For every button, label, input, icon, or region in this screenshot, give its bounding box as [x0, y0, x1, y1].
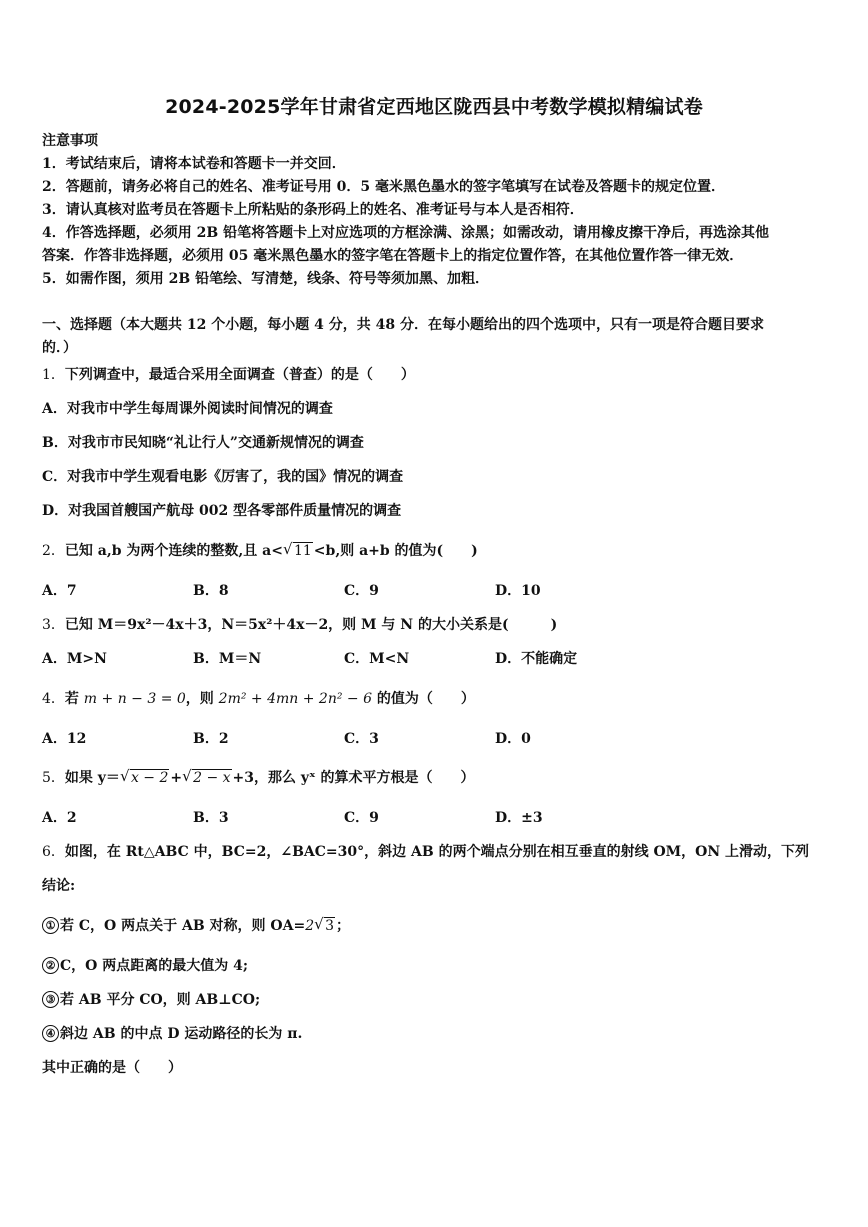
sqrt-expression: [284, 541, 313, 561]
circled-number-1: ①: [42, 917, 59, 934]
notice-item-4: 4．作答选择题，必须用 2B 铅笔将答题卡上对应选项的方框涂满、涂黑；如需改动，请用橡皮擦干净后，再选涂其他: [42, 225, 770, 241]
statement-text: ；: [336, 918, 351, 934]
sqrt-expression: [315, 916, 335, 936]
question-text: 若: [64, 691, 79, 707]
target-expression: 2m² + 4mn + 2n² − 6: [218, 691, 373, 707]
q1-option-c: C．对我市中学生观看电影《厉害了，我的国》情况的调查: [42, 469, 404, 485]
question-text: 如果 y＝: [64, 770, 120, 786]
question-text: 的值为（ ）: [376, 691, 475, 707]
coefficient: 2: [305, 918, 315, 934]
circled-number-3: ③: [42, 991, 59, 1008]
statement-4: [42, 1024, 302, 1044]
notice-item-4-cont: 答案．作答非选择题，必须用 05 毫米黑色墨水的签字笔在答题卡上的指定位置作答，在其他位置作答一律无效．: [42, 248, 744, 264]
q1-option-a: A．对我市中学生每周课外阅读时间情况的调查: [42, 401, 333, 417]
statement-text: 若 C，O 两点关于 AB 对称，则 OA=: [60, 918, 306, 934]
q3-option-a: A．M>N: [42, 651, 107, 667]
q4-option-a: A．12: [42, 731, 87, 747]
question-text: ，则: [185, 691, 214, 707]
q5-option-c: C．9: [344, 810, 379, 826]
q2-option-c: C．9: [344, 583, 379, 599]
question-text: 如图，在 Rt△ABC 中，BC=2，∠BAC=30°，斜边 AB 的两个端点分别在相互垂直的射线 OM，ON 上滑动，下列: [64, 844, 809, 860]
q4-option-b: B．2: [193, 731, 229, 747]
exam-title: 2024-2025学年甘肃省定西地区陇西县中考数学模拟精编试卷: [165, 96, 703, 118]
sqrt-expression: [183, 768, 231, 788]
q2-option-b: B．8: [193, 583, 229, 599]
question-number: 3．: [42, 617, 65, 633]
statement-2: [42, 956, 248, 976]
q1-option-b: B．对我市市民知晓“礼让行人”交通新规情况的调查: [42, 435, 364, 451]
question-6-stem-cont: 结论:: [42, 878, 76, 894]
statement-3: [42, 990, 260, 1010]
q4-option-c: C．3: [344, 731, 379, 747]
question-4-stem: [42, 689, 475, 709]
q3-option-d: D．不能确定: [495, 651, 578, 667]
question-6-ask: 其中正确的是（ ）: [42, 1060, 182, 1076]
notice-item-1: 1．考试结束后，请将本试卷和答题卡一并交回．: [42, 156, 346, 172]
question-3-stem: [42, 615, 557, 635]
notice-item-3: 3．请认真核对监考员在答题卡上所粘贴的条形码上的姓名、准考证号与本人是否相符．: [42, 202, 584, 218]
sqrt-expression: [121, 768, 169, 788]
question-number: 6．: [42, 844, 65, 860]
question-number: 1．: [42, 367, 65, 383]
q5-option-d: D．±3: [495, 810, 543, 826]
radicand: 11: [293, 543, 312, 559]
question-text: +3，那么 yˣ 的算术平方根是（ ）: [232, 770, 475, 786]
statement-text: C，O 两点距离的最大值为 4;: [60, 958, 248, 974]
section-heading-cont: 的．）: [42, 340, 77, 356]
q2-option-a: A．7: [42, 583, 77, 599]
question-text: <b,则 a+b 的值为( ): [313, 543, 478, 559]
question-number: 5．: [42, 770, 65, 786]
question-number: 2．: [42, 543, 65, 559]
q4-option-d: D．0: [495, 731, 531, 747]
question-text: 下列调查中，最适合采用全面调查（普查）的是（ ）: [64, 367, 415, 383]
radicand: 3: [325, 918, 335, 934]
q5-option-b: B．3: [193, 810, 229, 826]
question-6-stem: [42, 842, 809, 862]
q2-option-d: D．10: [495, 583, 541, 599]
circled-number-4: ④: [42, 1025, 59, 1042]
radicand: x − 2: [130, 770, 169, 786]
q3-option-b: B．M＝N: [193, 651, 262, 667]
section-heading: 一、选择题（本大题共 12 个小题，每小题 4 分，共 48 分．在每小题给出的四个选项中，只有一项是符合题目要求: [42, 317, 764, 333]
question-text: 已知 a,b 为两个连续的整数,且 a<: [64, 543, 283, 559]
question-2-stem: [42, 541, 478, 561]
question-1-stem: [42, 365, 415, 385]
question-text: 已知 M＝9x²－4x＋3，N＝5x²＋4x－2，则 M 与 N 的大小关系是( ): [64, 617, 558, 633]
condition-equation: m + n − 3 = 0: [83, 691, 186, 707]
q1-option-d: D．对我国首艘国产航母 002 型各零部件质量情况的调查: [42, 503, 402, 519]
statement-text: 若 AB 平分 CO，则 AB⊥CO;: [60, 992, 261, 1008]
notice-item-5: 5．如需作图，须用 2B 铅笔绘、写清楚，线条、符号等须加黑、加粗．: [42, 271, 490, 287]
radicand: 2 − x: [193, 770, 231, 786]
notice-heading: 注意事项: [42, 133, 98, 149]
statement-text: 斜边 AB 的中点 D 运动路径的长为 π.: [60, 1026, 303, 1042]
notice-item-2: 2．答题前，请务必将自己的姓名、准考证号用 0．5 毫米黑色墨水的签字笔填写在试卷及答题卡的规定位置．: [42, 179, 725, 195]
q5-option-a: A．2: [42, 810, 77, 826]
plus-sign: +: [170, 770, 183, 786]
q3-option-c: C．M<N: [344, 651, 410, 667]
statement-1: [42, 916, 350, 936]
question-5-stem: [42, 768, 475, 788]
question-number: 4．: [42, 691, 65, 707]
circled-number-2: ②: [42, 957, 59, 974]
